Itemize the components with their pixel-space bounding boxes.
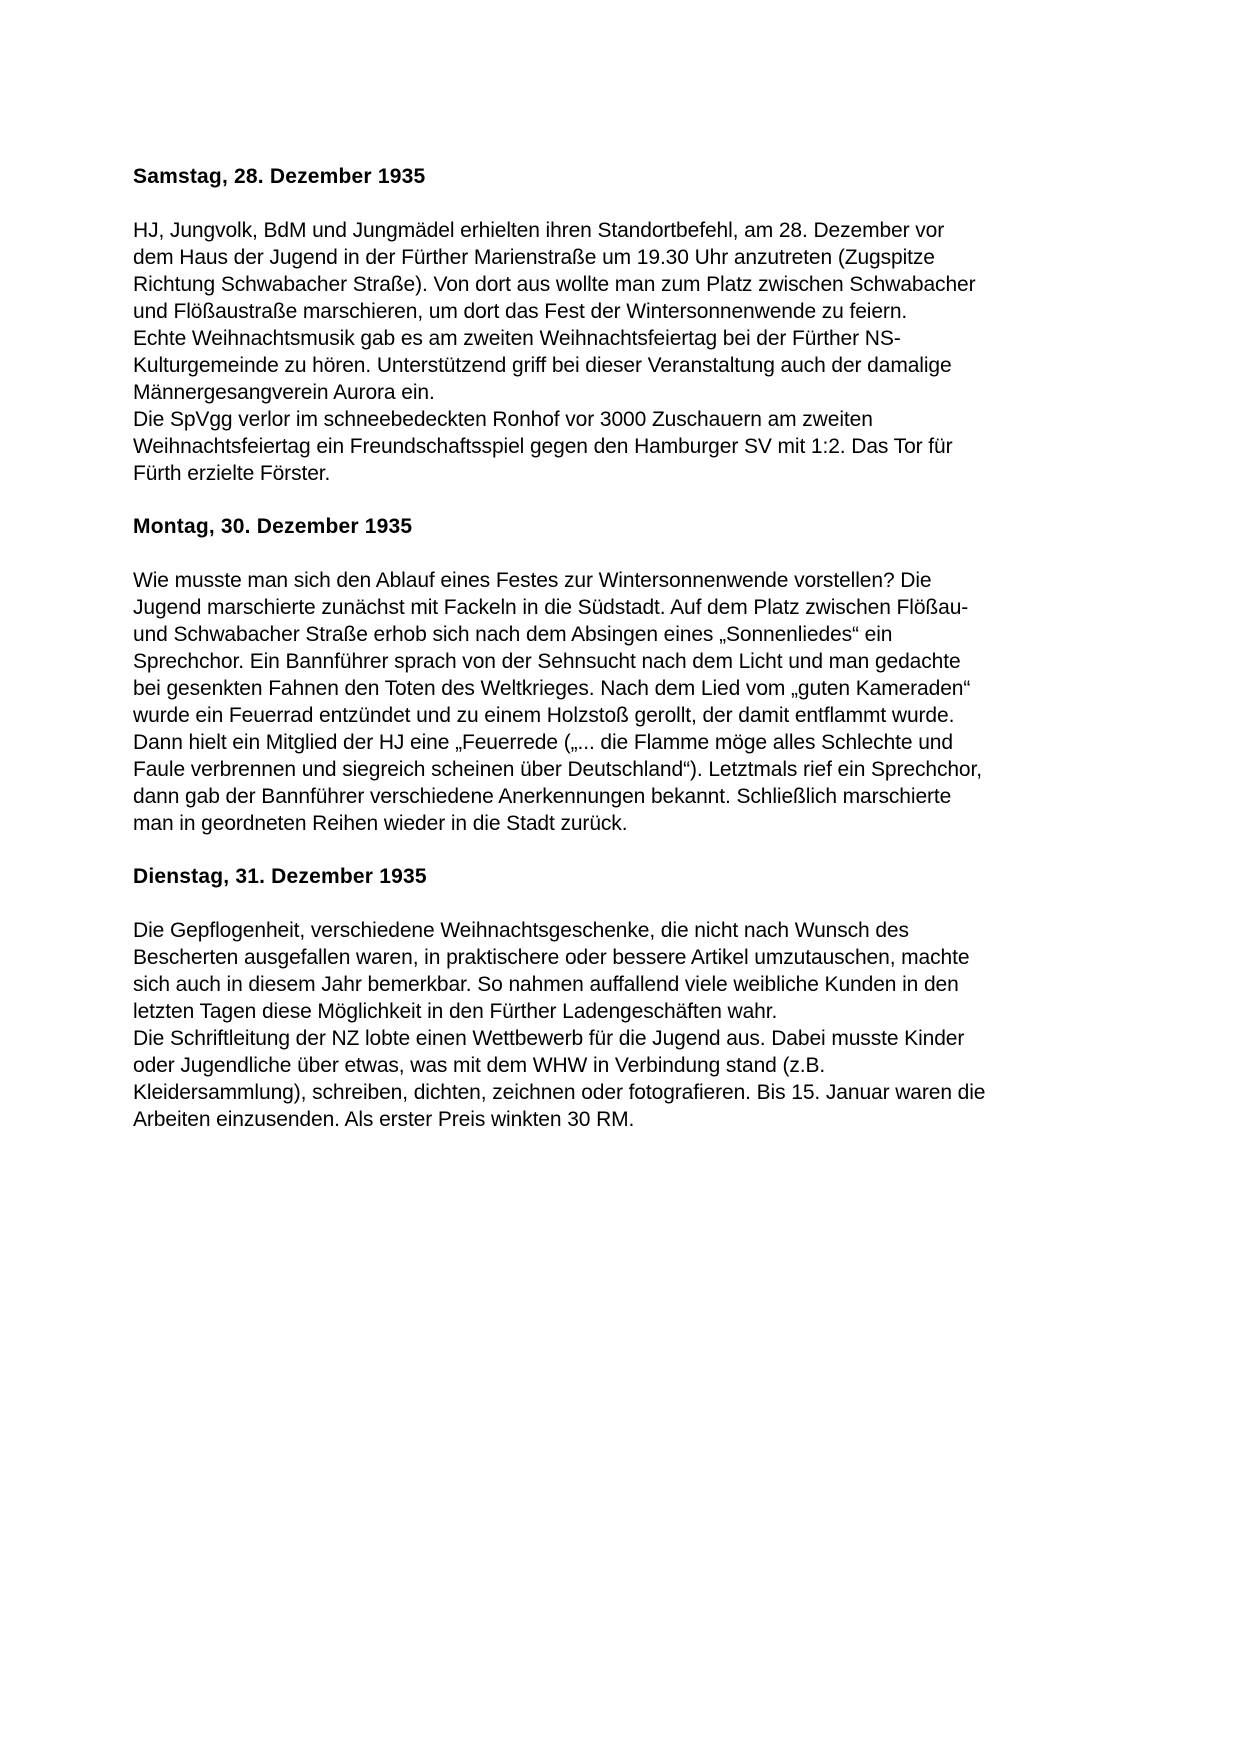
- document-page: [133, 163, 1033, 1159]
- text-line: und Flößaustraße marschieren, um dort das Fest der Wintersonnenwende zu feiern.: [133, 300, 908, 323]
- text-line: letzten Tagen diese Möglichkeit in den Fürther Ladengeschäften wahr.: [133, 1000, 778, 1023]
- section-paragraph: [133, 567, 1033, 837]
- text-line: Sprechchor. Ein Bannführer sprach von der Sehnsucht nach dem Licht und man gedachte: [133, 650, 961, 673]
- text-line: Die SpVgg verlor im schneebedeckten Ronhof vor 3000 Zuschauern am zweiten: [133, 408, 873, 431]
- section-paragraph: [133, 217, 1033, 487]
- text-line: wurde ein Feuerrad entzündet und zu einem Holzstoß gerollt, der damit entflammt wurde.: [133, 704, 955, 727]
- text-line: Kulturgemeinde zu hören. Unterstützend griff bei dieser Veranstaltung auch der damalige: [133, 354, 952, 377]
- text-line: Echte Weihnachtsmusik gab es am zweiten Weihnachtsfeiertag bei der Fürther NS-: [133, 327, 901, 350]
- text-line: Arbeiten einzusenden. Als erster Preis winkten 30 RM.: [133, 1108, 635, 1131]
- text-line: Dann hielt ein Mitglied der HJ eine „Feuerrede („... die Flamme möge alles Schlechte und: [133, 731, 953, 754]
- text-line: dann gab der Bannführer verschiedene Anerkennungen bekannt. Schließlich marschierte: [133, 785, 952, 808]
- section-paragraph: [133, 917, 1033, 1133]
- text-line: Kleidersammlung), schreiben, dichten, zeichnen oder fotografieren. Bis 15. Januar waren die: [133, 1081, 986, 1104]
- text-line: dem Haus der Jugend in der Fürther Marienstraße um 19.30 Uhr anzutreten (Zugspitze: [133, 246, 935, 269]
- section-heading: Dienstag, 31. Dezember 1935: [133, 865, 427, 888]
- text-line: und Schwabacher Straße erhob sich nach dem Absingen eines „Sonnenliedes“ ein: [133, 623, 893, 646]
- section-heading: Montag, 30. Dezember 1935: [133, 515, 413, 538]
- text-line: Die Gepflogenheit, verschiedene Weihnachtsgeschenke, die nicht nach Wunsch des: [133, 919, 909, 942]
- text-line: Faule verbrennen und siegreich scheinen über Deutschland“). Letztmals rief ein Sprechchor,: [133, 758, 982, 781]
- diary-section-samstag: [133, 163, 1033, 487]
- diary-section-montag: [133, 513, 1033, 837]
- section-heading: Samstag, 28. Dezember 1935: [133, 165, 426, 188]
- text-line: Richtung Schwabacher Straße). Von dort aus wollte man zum Platz zwischen Schwabacher: [133, 273, 976, 296]
- text-line: Weihnachtsfeiertag ein Freundschaftsspiel gegen den Hamburger SV mit 1:2. Das Tor für: [133, 435, 953, 458]
- diary-section-dienstag: [133, 863, 1033, 1133]
- text-line: Wie musste man sich den Ablauf eines Festes zur Wintersonnenwende vorstellen? Die: [133, 569, 932, 592]
- text-line: oder Jugendliche über etwas, was mit dem WHW in Verbindung stand (z.B.: [133, 1054, 826, 1077]
- text-line: bei gesenkten Fahnen den Toten des Weltkrieges. Nach dem Lied vom „guten Kameraden“: [133, 677, 971, 700]
- text-line: Männergesangverein Aurora ein.: [133, 381, 435, 404]
- text-line: Bescherten ausgefallen waren, in praktischere oder bessere Artikel umzutauschen, machte: [133, 946, 970, 969]
- text-line: Die Schriftleitung der NZ lobte einen Wettbewerb für die Jugend aus. Dabei musste Kinder: [133, 1027, 965, 1050]
- text-line: man in geordneten Reihen wieder in die Stadt zurück.: [133, 812, 628, 835]
- text-line: Jugend marschierte zunächst mit Fackeln in die Südstadt. Auf dem Platz zwischen Flößau-: [133, 596, 969, 619]
- text-line: Fürth erzielte Förster.: [133, 462, 331, 485]
- text-line: sich auch in diesem Jahr bemerkbar. So nahmen auffallend viele weibliche Kunden in den: [133, 973, 959, 996]
- text-line: HJ, Jungvolk, BdM und Jungmädel erhielten ihren Standortbefehl, am 28. Dezember vor: [133, 219, 945, 242]
